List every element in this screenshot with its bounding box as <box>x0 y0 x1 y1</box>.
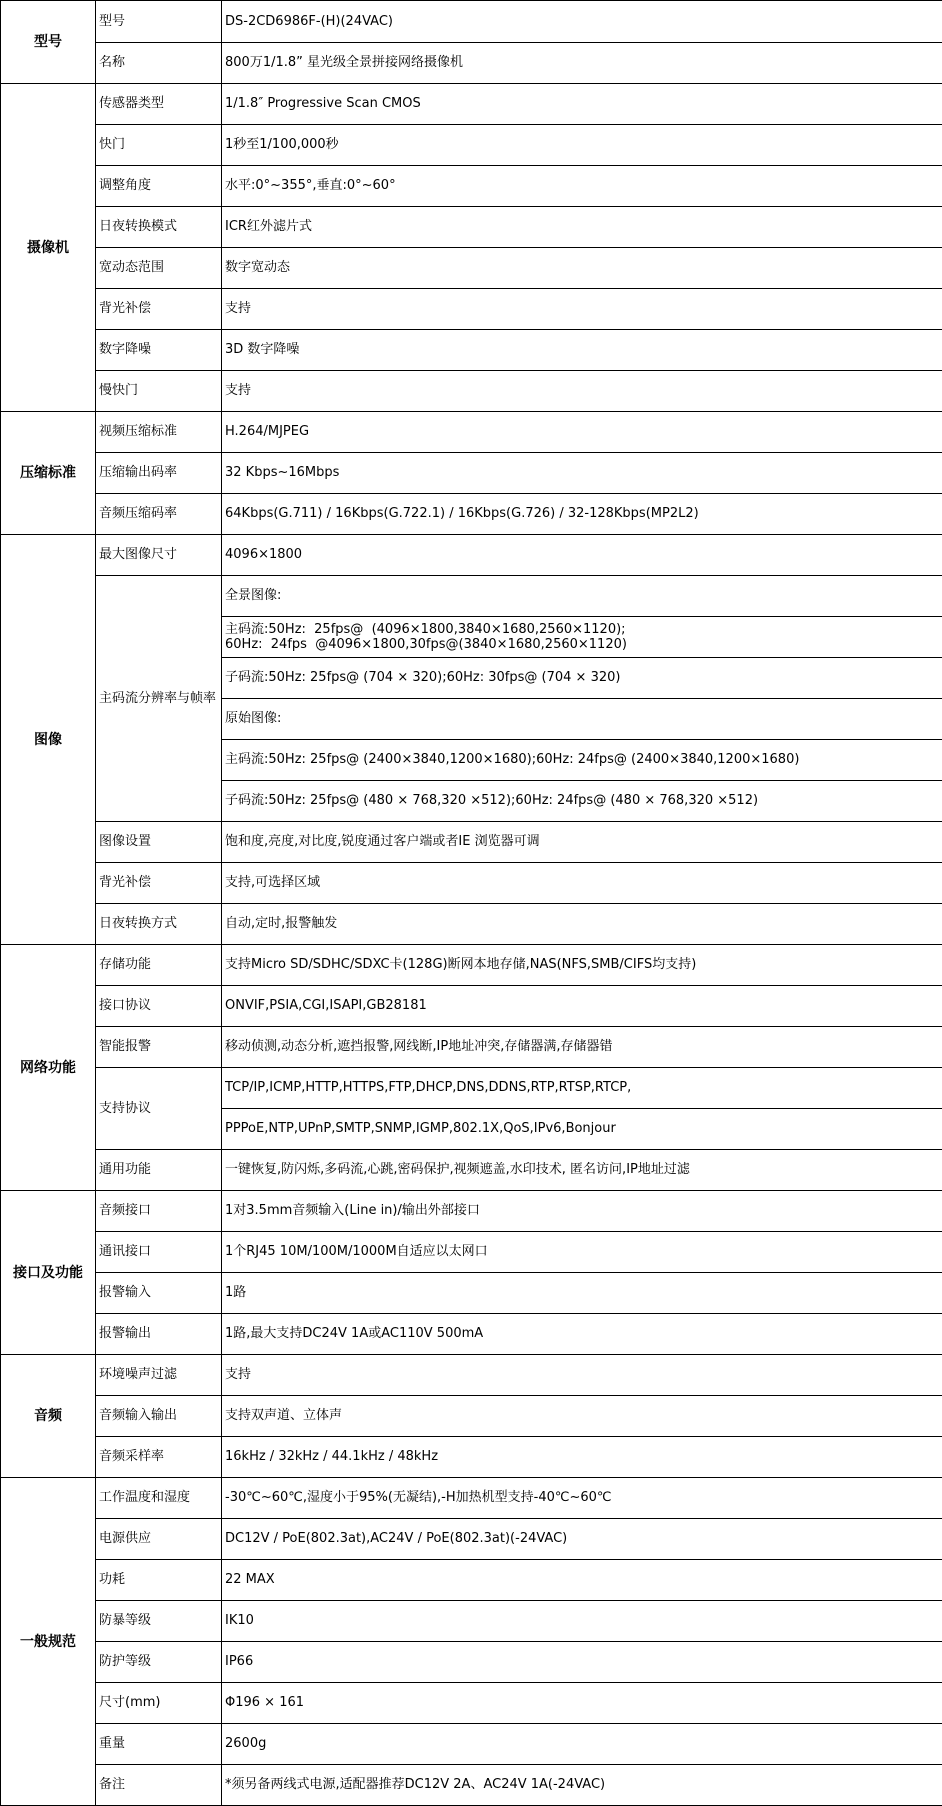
field-value: 支持Micro SD/SDHC/SDXC卡(128G)断网本地存储,NAS(NFS,SMB/CIFS均支持) <box>222 945 942 986</box>
spec-row <box>1 1396 942 1437</box>
field-label: 防护等级 <box>96 1642 222 1683</box>
field-label: 压缩输出码率 <box>96 453 222 494</box>
field-value: 原始图像: <box>222 699 942 740</box>
field-label: 音频压缩码率 <box>96 494 222 535</box>
field-value: 支持 <box>222 1355 942 1396</box>
field-value: ICR红外滤片式 <box>222 207 942 248</box>
spec-row <box>1 1560 942 1601</box>
spec-row <box>1 1519 942 1560</box>
field-value: 64Kbps(G.711) / 16Kbps(G.722.1) / 16Kbps(G.726) / 32-128Kbps(MP2L2) <box>222 494 942 535</box>
spec-row <box>1 1027 942 1068</box>
field-value: ONVIF,PSIA,CGI,ISAPI,GB28181 <box>222 986 942 1027</box>
field-value: 1对3.5mm音频输入(Line in)/输出外部接口 <box>222 1191 942 1232</box>
spec-row <box>1 207 942 248</box>
field-value: 4096×1800 <box>222 535 942 576</box>
spec-row <box>1 1437 942 1478</box>
field-label: 音频采样率 <box>96 1437 222 1478</box>
field-value: 支持,可选择区域 <box>222 863 942 904</box>
field-label: 重量 <box>96 1724 222 1765</box>
field-label: 最大图像尺寸 <box>96 535 222 576</box>
field-value: 主码流:50Hz: 25fps@ (4096×1800,3840×1680,2560×1120); 60Hz: 24fps @4096×1800,30fps@(3840×1680,2560×1120) <box>222 617 942 658</box>
field-label: 尺寸(mm) <box>96 1683 222 1724</box>
field-value: 全景图像: <box>222 576 942 617</box>
field-label: 通用功能 <box>96 1150 222 1191</box>
spec-row <box>1 1 942 43</box>
field-label: 背光补偿 <box>96 289 222 330</box>
field-label: 音频输入输出 <box>96 1396 222 1437</box>
field-value: 800万1/1.8” 星光级全景拼接网络摄像机 <box>222 43 942 84</box>
field-label: 电源供应 <box>96 1519 222 1560</box>
spec-row <box>1 1273 942 1314</box>
field-value: DS-2CD6986F-(H)(24VAC) <box>222 1 942 43</box>
field-label: 背光补偿 <box>96 863 222 904</box>
spec-row <box>1 371 942 412</box>
field-label: 接口协议 <box>96 986 222 1027</box>
field-value: 支持 <box>222 289 942 330</box>
field-label: 快门 <box>96 125 222 166</box>
field-value: 1秒至1/100,000秒 <box>222 125 942 166</box>
spec-row <box>1 1478 942 1519</box>
spec-row <box>1 1724 942 1765</box>
field-label: 传感器类型 <box>96 84 222 125</box>
field-label: 日夜转换方式 <box>96 904 222 945</box>
spec-row <box>1 576 942 617</box>
field-value: 1路,最大支持DC24V 1A或AC110V 500mA <box>222 1314 942 1355</box>
spec-row <box>1 945 942 986</box>
category-cell: 一般规范 <box>1 1478 96 1806</box>
spec-row <box>1 904 942 945</box>
spec-row <box>1 1314 942 1355</box>
field-label: 数字降噪 <box>96 330 222 371</box>
spec-row <box>1 84 942 125</box>
field-label: 工作温度和湿度 <box>96 1478 222 1519</box>
spec-row <box>1 1765 942 1806</box>
category-cell: 型号 <box>1 1 96 84</box>
field-value: 1个RJ45 10M/100M/1000M自适应以太网口 <box>222 1232 942 1273</box>
spec-table-body <box>1 1 942 1806</box>
field-value: 1/1.8″ Progressive Scan CMOS <box>222 84 942 125</box>
field-value: 饱和度,亮度,对比度,锐度通过客户端或者IE 浏览器可调 <box>222 822 942 863</box>
spec-row <box>1 822 942 863</box>
field-value: 16kHz / 32kHz / 44.1kHz / 48kHz <box>222 1437 942 1478</box>
spec-row <box>1 1232 942 1273</box>
field-value: DC12V / PoE(802.3at),AC24V / PoE(802.3at)(-24VAC) <box>222 1519 942 1560</box>
field-label: 支持协议 <box>96 1068 222 1150</box>
field-label: 报警输入 <box>96 1273 222 1314</box>
field-label: 慢快门 <box>96 371 222 412</box>
field-value: H.264/MJPEG <box>222 412 942 453</box>
spec-row <box>1 494 942 535</box>
field-label: 功耗 <box>96 1560 222 1601</box>
field-label: 名称 <box>96 43 222 84</box>
field-value: IK10 <box>222 1601 942 1642</box>
field-value: 子码流:50Hz: 25fps@ (704 × 320);60Hz: 30fps@ (704 × 320) <box>222 658 942 699</box>
field-value: 32 Kbps~16Mbps <box>222 453 942 494</box>
field-value: 1路 <box>222 1273 942 1314</box>
spec-row <box>1 453 942 494</box>
spec-row <box>1 863 942 904</box>
field-value: 22 MAX <box>222 1560 942 1601</box>
spec-row <box>1 43 942 84</box>
field-value: *须另备两线式电源,适配器推荐DC12V 2A、AC24V 1A(-24VAC) <box>222 1765 942 1806</box>
category-cell: 接口及功能 <box>1 1191 96 1355</box>
spec-row <box>1 166 942 207</box>
field-value: 移动侦测,动态分析,遮挡报警,网线断,IP地址冲突,存储器满,存储器错 <box>222 1027 942 1068</box>
spec-row <box>1 986 942 1027</box>
field-label: 通讯接口 <box>96 1232 222 1273</box>
spec-row <box>1 535 942 576</box>
category-cell: 网络功能 <box>1 945 96 1191</box>
spec-row <box>1 289 942 330</box>
field-label: 存储功能 <box>96 945 222 986</box>
field-value: -30℃~60℃,湿度小于95%(无凝结),-H加热机型支持-40℃~60℃ <box>222 1478 942 1519</box>
spec-row <box>1 330 942 371</box>
field-label: 报警输出 <box>96 1314 222 1355</box>
field-value: 2600g <box>222 1724 942 1765</box>
field-value: 3D 数字降噪 <box>222 330 942 371</box>
field-value: 子码流:50Hz: 25fps@ (480 × 768,320 ×512);60Hz: 24fps@ (480 × 768,320 ×512) <box>222 781 942 822</box>
field-label: 备注 <box>96 1765 222 1806</box>
field-label: 型号 <box>96 1 222 43</box>
field-value: 支持双声道、立体声 <box>222 1396 942 1437</box>
spec-row <box>1 1642 942 1683</box>
field-label: 视频压缩标准 <box>96 412 222 453</box>
spec-row <box>1 1150 942 1191</box>
spec-row <box>1 125 942 166</box>
field-label: 主码流分辨率与帧率 <box>96 576 222 822</box>
field-label: 调整角度 <box>96 166 222 207</box>
field-label: 环境噪声过滤 <box>96 1355 222 1396</box>
category-cell: 音频 <box>1 1355 96 1478</box>
field-value: Φ196 × 161 <box>222 1683 942 1724</box>
field-value: 支持 <box>222 371 942 412</box>
spec-row <box>1 1601 942 1642</box>
field-value: 主码流:50Hz: 25fps@ (2400×3840,1200×1680);60Hz: 24fps@ (2400×3840,1200×1680) <box>222 740 942 781</box>
field-value: 水平:0°~355°,垂直:0°~60° <box>222 166 942 207</box>
field-label: 宽动态范围 <box>96 248 222 289</box>
spec-row <box>1 1191 942 1232</box>
field-value: IP66 <box>222 1642 942 1683</box>
field-value: PPPoE,NTP,UPnP,SMTP,SNMP,IGMP,802.1X,QoS,IPv6,Bonjour <box>222 1109 942 1150</box>
category-cell: 图像 <box>1 535 96 945</box>
field-label: 日夜转换模式 <box>96 207 222 248</box>
field-label: 防暴等级 <box>96 1601 222 1642</box>
field-value: TCP/IP,ICMP,HTTP,HTTPS,FTP,DHCP,DNS,DDNS,RTP,RTSP,RTCP, <box>222 1068 942 1109</box>
field-label: 智能报警 <box>96 1027 222 1068</box>
field-label: 音频接口 <box>96 1191 222 1232</box>
field-value: 数字宽动态 <box>222 248 942 289</box>
spec-row <box>1 1683 942 1724</box>
category-cell: 压缩标准 <box>1 412 96 535</box>
category-cell: 摄像机 <box>1 84 96 412</box>
field-value: 一键恢复,防闪烁,多码流,心跳,密码保护,视频遮盖,水印技术, 匿名访问,IP地址过滤 <box>222 1150 942 1191</box>
field-label: 图像设置 <box>96 822 222 863</box>
spec-row <box>1 1355 942 1396</box>
field-value: 自动,定时,报警触发 <box>222 904 942 945</box>
spec-row <box>1 1068 942 1109</box>
spec-row <box>1 248 942 289</box>
spec-row <box>1 412 942 453</box>
